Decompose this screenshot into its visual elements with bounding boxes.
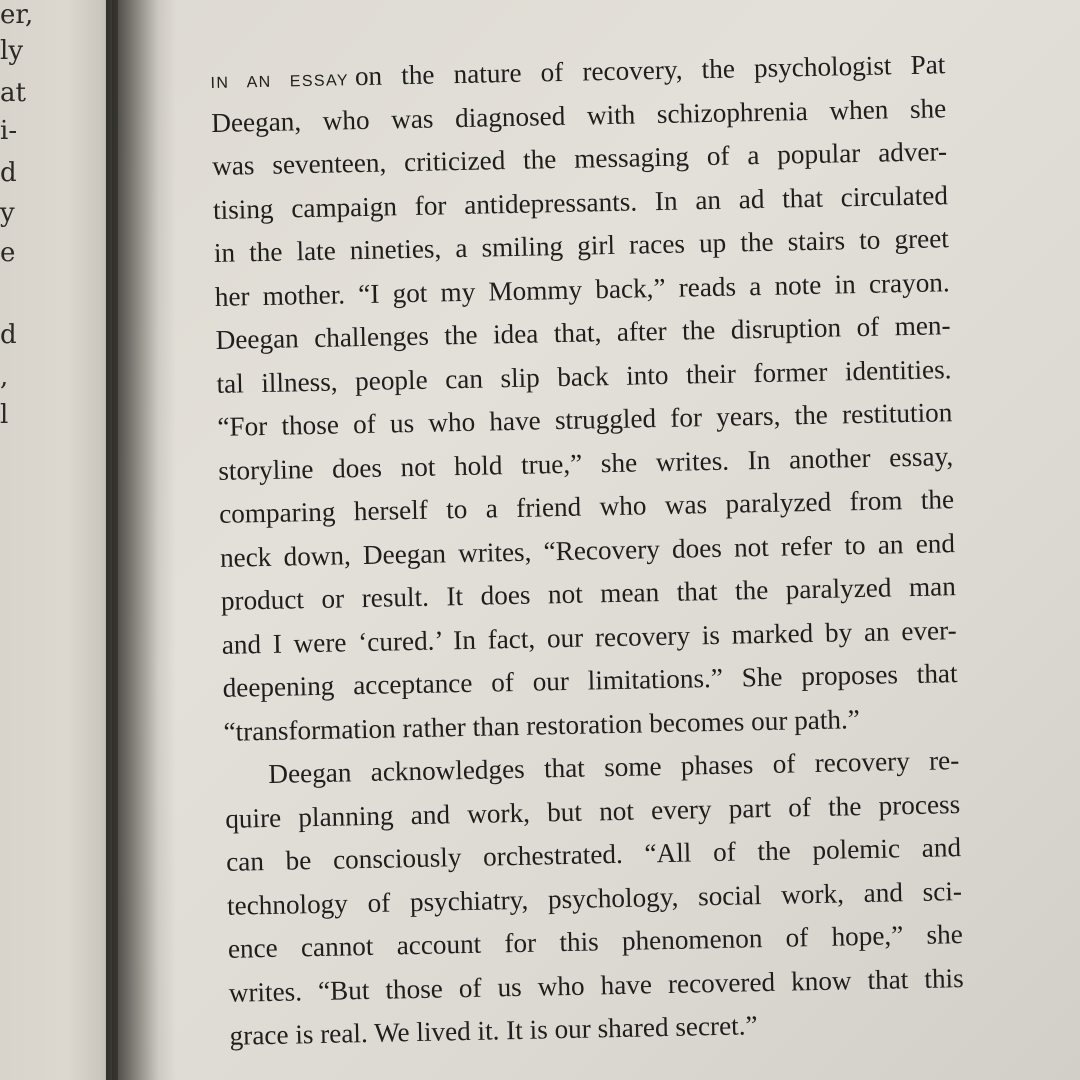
text-line: deepening acceptance of our limitations.” She proposes that xyxy=(222,658,958,703)
left-page-fragment: er, xyxy=(0,0,34,30)
text-line: and I were ‘cured.’ In fact, our recovery is marked by an ever- xyxy=(221,614,957,660)
lead-in-smallcaps: IN AN ESSAY xyxy=(210,72,350,92)
left-page-fragment: l xyxy=(0,400,9,430)
text-line: technology of psychiatry, psychology, social work, and sci- xyxy=(226,875,963,921)
text-line: “For those of us who have struggled for years, the restitution xyxy=(217,397,953,442)
left-page-fragment: ly xyxy=(0,36,24,66)
text-line: storyline does not hold true,” she writes. In another essay, xyxy=(217,440,954,486)
text-line: Deegan, who was diagnosed with schizophrenia when she xyxy=(210,92,947,138)
text-line: neck down, Deegan writes, “Recovery does not refer to an end xyxy=(219,527,956,573)
left-page-fragment: , xyxy=(0,362,9,392)
left-page-fragment: d xyxy=(0,158,17,188)
text-line: her mother. “I got my Mommy back,” reads a note in crayon. xyxy=(214,266,950,312)
essay-text xyxy=(210,43,965,1058)
text-line: ence cannot account for this phenomenon of hope,” she xyxy=(227,919,964,964)
text-line: was seventeen, criticized the messaging of a popular adver- xyxy=(211,136,948,181)
text-line: comparing herself to a friend who was paralyzed from the xyxy=(218,484,955,529)
left-page-fragment: d xyxy=(0,320,17,350)
text-line: product or result. It does not mean that the paralyzed man xyxy=(220,571,957,616)
text-line: in the late nineties, a smiling girl races up the stairs to greet xyxy=(213,223,950,268)
text-line: “transformation rather than restoration becomes our path.” xyxy=(223,703,861,747)
left-page-fragment: e xyxy=(0,238,16,268)
text-line: writes. “But those of us who have recovered know that this xyxy=(228,962,964,1008)
text-line: can be consciously orchestrated. “All of the polemic and xyxy=(225,832,962,877)
left-page-fragment: i- xyxy=(0,116,18,146)
left-page xyxy=(0,0,112,1080)
text-line: quire planning and work, but not every part of the process xyxy=(224,788,961,834)
text-line: grace is real. We lived it. It is our shared secret.” xyxy=(229,1010,758,1051)
text-line: Deegan challenges the idea that, after the disruption of men- xyxy=(215,310,951,355)
left-page-fragment: y xyxy=(0,198,15,228)
book-gutter-shadow xyxy=(106,0,176,1080)
left-page-fragment: at xyxy=(0,78,26,108)
text-line-content: on the nature of recovery, the psychologist Pat xyxy=(354,49,946,92)
text-line: tal illness, people can slip back into their former identities. xyxy=(216,353,952,399)
text-line: tising campaign for antidepressants. In an ad that circulated xyxy=(212,179,949,225)
text-line: Deegan acknowledges that some phases of recovery re- xyxy=(268,745,960,789)
